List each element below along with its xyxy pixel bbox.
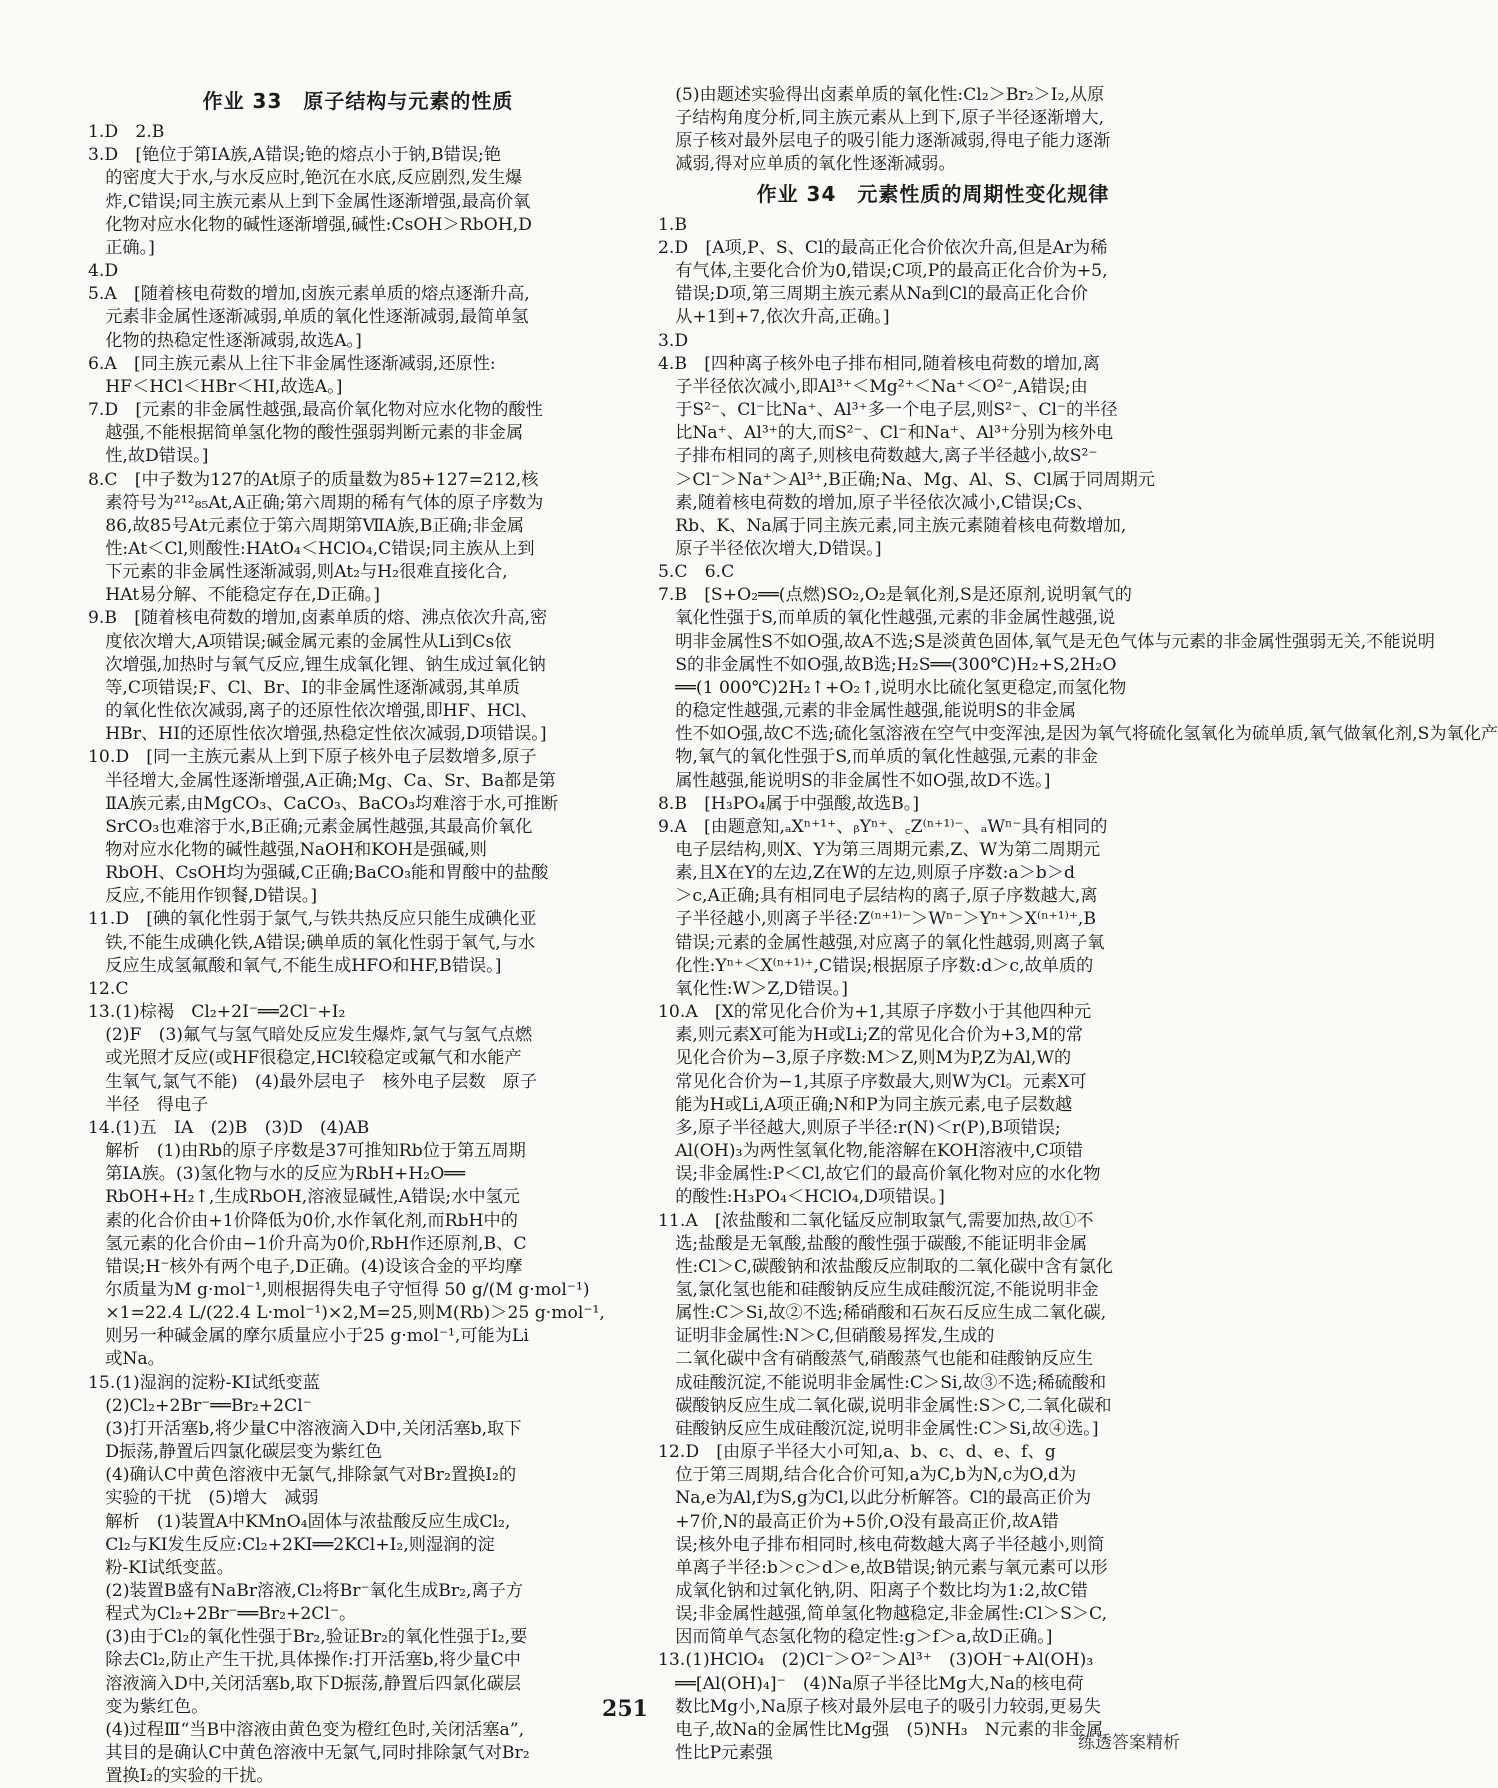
answer-line: 第ⅠA族。(3)氢化物与水的反应为RbH+H₂O══ [88, 1164, 465, 1185]
answer-line: Na,e为Al,f为S,g为Cl,以此分析解答。Cl的最高正价为 [658, 1488, 1092, 1509]
answer-line: 化物对应水化物的碱性逐渐增强,碱性:CsOH＞RbOH,D [88, 214, 532, 235]
answer-line: 则另一种碱金属的摩尔质量应小于25 g·mol⁻¹,可能为Li [88, 1326, 529, 1347]
answer-line: 性不如O强,故C不选;硫化氢溶液在空气中变浑浊,是因为氧气将硫化氢氧化为硫单质,氧气做氧化剂,S为氧化产 [658, 724, 1498, 745]
answer-line: (2)Cl₂+2Br⁻══Br₂+2Cl⁻ [88, 1395, 312, 1416]
answer-line: (2)F (3)氟气与氢气暗处反应发生爆炸,氯气与氢气点燃 [88, 1025, 533, 1046]
answer-line: HAt易分解、不能稳定存在,D正确。] [88, 585, 380, 606]
answer-line: 反应生成氢氟酸和氧气,不能生成HFO和HF,B错误。] [88, 955, 502, 976]
answer-line: 14.(1)五 ⅠA (2)B (3)D (4)AB [88, 1117, 370, 1138]
answer-line: 或Na。 [88, 1349, 165, 1370]
answer-line: 3.D [铯位于第ⅠA族,A错误;铯的熔点小于钠,B错误;铯 [88, 145, 502, 166]
answer-line: 次增强,加热时与氧气反应,锂生成氧化锂、钠生成过氧化钠 [88, 654, 546, 675]
answer-line: ══[Al(OH)₄]⁻ (4)Na原子半径比Mg大,Na的核电荷 [658, 1673, 1084, 1694]
answer-line: 明非金属性S不如O强,故A不选;S是淡黄色固体,氧气是无色气体与元素的非金属性强弱无关,不能说明 [658, 631, 1435, 652]
answer-line: 选;盐酸是无氧酸,盐酸的酸性强于碳酸,不能证明非金属 [658, 1233, 1088, 1254]
answer-line: 能为H或Li,A项正确;N和P为同主族元素,电子层数越 [658, 1094, 1073, 1115]
answer-line: 12.D [由原子半径大小可知,a、b、c、d、e、f、g [658, 1442, 1056, 1463]
answer-line: 炸,C错误;同主族元素从上到下金属性逐渐增强,最高价氧 [88, 191, 531, 212]
left-column [88, 84, 628, 1788]
answer-line: ＞Cl⁻＞Na⁺＞Al³⁺,B正确;Na、Mg、Al、S、Cl属于同周期元 [658, 469, 1156, 490]
answer-line: 5.C 6.C [658, 562, 735, 583]
answer-line: 子半径依次减小,即Al³⁺＜Mg²⁺＜Na⁺＜O²⁻,A错误;由 [658, 376, 1088, 397]
answer-line: 3.D [658, 330, 689, 351]
answer-line: 4.B [四种离子核外电子排布相同,随着核电荷数的增加,离 [658, 353, 1100, 374]
answer-line: 7.D [元素的非金属性越强,最高价氧化物对应水化物的酸性 [88, 400, 543, 421]
answer-line: RbOH+H₂↑,生成RbOH,溶液显碱性,A错误;水中氢元 [88, 1187, 520, 1208]
answer-line: 的稳定性越强,元素的非金属性越强,能说明S的非金属 [658, 701, 1077, 722]
answer-line: 氧化性:W＞Z,D错误。] [658, 978, 848, 999]
answer-line: 1.D 2.B [88, 122, 165, 143]
answer-line: 证明非金属性:N＞C,但硝酸易挥发,生成的 [658, 1326, 995, 1347]
section-title-34: 作业 34 元素性质的周期性变化规律 [756, 181, 1110, 206]
answer-line: 从+1到+7,依次升高,正确。] [658, 307, 890, 328]
answer-line: 的酸性:H₃PO₄＜HClO₄,D项错误。] [658, 1187, 945, 1208]
answer-line: 原子核对最外层电子的吸引能力逐渐减弱,得电子能力逐渐 [658, 131, 1111, 152]
answer-line: ×1=22.4 L/(22.4 L·mol⁻¹)×2,M=25,则M(Rb)＞25 g·mol⁻¹, [88, 1303, 605, 1324]
footer-label: 练透答案精析 [1078, 1733, 1180, 1753]
answer-line: 变为紫红色。 [88, 1696, 209, 1717]
answer-line: 错误;D项,第三周期主族元素从Na到Cl的最高正化合价 [658, 284, 1088, 305]
answer-line: 除去Cl₂,防止产生干扰,具体操作:打开活塞b,将少量C中 [88, 1650, 521, 1671]
answer-line: 或光照才反应(或HF很稳定,HCl较稳定或氟气和水能产 [88, 1048, 522, 1069]
answer-line: 减弱,得对应单质的氧化性逐渐减弱。 [658, 154, 956, 175]
answer-line: 数比Mg小,Na原子核对最外层电子的吸引力较弱,更易失 [658, 1696, 1101, 1717]
answer-line: 2.D [A项,P、S、Cl的最高正化合价依次升高,但是Ar为稀 [658, 237, 1108, 258]
answer-line: 11.A [浓盐酸和二氧化锰反应制取氯气,需要加热,故①不 [658, 1210, 1094, 1231]
answer-line: 11.D [碘的氧化性弱于氯气,与铁共热反应只能生成碘化亚 [88, 909, 537, 930]
answer-line: 单离子半径:b＞c＞d＞e,故B错误;钠元素与氧元素可以形 [658, 1557, 1108, 1578]
answer-line: 下元素的非金属性逐渐减弱,则At₂与H₂很难直接化合, [88, 562, 508, 583]
answer-line: 素符号为²¹²₈₅At,A正确;第六周期的稀有气体的原子序数为 [88, 492, 544, 513]
answer-line: HBr、HI的还原性依次增强,热稳定性依次减弱,D项错误。] [88, 724, 547, 745]
answer-line: 氧化性强于S,而单质的氧化性越强,元素的非金属性越强,说 [658, 608, 1116, 629]
answer-line: 性比P元素强 [658, 1743, 773, 1764]
answer-line: 等,C项错误;F、Cl、Br、I的非金属性逐渐减弱,其单质 [88, 677, 520, 698]
answer-line: 13.(1)棕褐 Cl₂+2I⁻══2Cl⁻+I₂ [88, 1002, 346, 1023]
answer-line: S的非金属性不如O强,故B选;H₂S══(300℃)H₂+S,2H₂O [658, 654, 1117, 675]
answer-line: +7价,N的最高正价为+5价,O没有最高正价,故A错 [658, 1511, 1059, 1532]
answer-line: 位于第三周期,结合化合价可知,a为C,b为N,c为O,d为 [658, 1465, 1077, 1486]
answer-line: 8.C [中子数为127的At原子的质量数为85+127=212,核 [88, 469, 539, 490]
answer-line: 误;核外电子排布相同时,核电荷数越大离子半径越小,则简 [658, 1534, 1105, 1555]
answer-line: 属性越强,能说明S的非金属性不如O强,故D不选。] [658, 770, 1051, 791]
right-answer-lines [658, 214, 1498, 1765]
answer-line: 性:Cl＞C,碳酸钠和浓盐酸反应制取的二氧化碳中含有氯化 [658, 1256, 1113, 1277]
answer-line: ＞c,A正确;具有相同电子层结构的离子,原子序数越大,离 [658, 886, 1098, 907]
section-title-33: 作业 33 原子结构与元素的性质 [202, 89, 514, 113]
answer-line: 的密度大于水,与水反应时,铯沉在水底,反应剧烈,发生爆 [88, 168, 523, 189]
answer-line: (4)过程Ⅲ“当B中溶液由黄色变为橙红色时,关闭活塞a”, [88, 1719, 525, 1740]
answer-line: 成氧化钠和过氧化钠,阴、阳离子个数比均为1:2,故C错 [658, 1581, 1088, 1601]
answer-line: 错误;H⁻核外有两个电子,D正确。(4)设该合金的平均摩 [88, 1256, 523, 1277]
answer-line: 7.B [S+O₂══(点燃)SO₂,O₂是氧化剂,S是还原剂,说明氧气的 [658, 585, 1132, 606]
answer-line: 尔质量为M g·mol⁻¹,则根据得失电子守恒得 50 g/(M g·mol⁻¹) [88, 1279, 590, 1300]
answer-line: 反应,不能用作钡餐,D错误。] [88, 886, 318, 907]
answer-line: 子结构角度分析,同主族元素从上到下,原子半径逐渐增大, [658, 108, 1105, 129]
answer-line: 12.C [88, 978, 129, 999]
answer-line: 实验的干扰 (5)增大 减弱 [88, 1488, 319, 1509]
answer-line: 因而简单气态氢化物的稳定性:g＞f＞a,故D正确。] [658, 1627, 1053, 1648]
right-column [658, 84, 1498, 1765]
answer-line: 物,氧气的氧化性强于S,而单质的氧化性越强,元素的非金 [658, 747, 1099, 768]
answer-line: 半径增大,金属性逐渐增强,A正确;Mg、Ca、Sr、Ba都是第 [88, 770, 556, 791]
answer-line: 于S²⁻、Cl⁻比Na⁺、Al³⁺多一个电子层,则S²⁻、Cl⁻的半径 [658, 400, 1118, 421]
answer-line: 解析 (1)装置A中KMnO₄固体与浓盐酸反应生成Cl₂, [88, 1511, 511, 1532]
answer-line: 6.A [同主族元素从上往下非金属性逐渐减弱,还原性: [88, 353, 496, 374]
answer-line: 化性:Yⁿ⁺＜X⁽ⁿ⁺¹⁾⁺,C错误;根据原子序数:d＞c,故单质的 [658, 955, 1094, 976]
answer-line: 8.B [H₃PO₄属于中强酸,故选B。] [658, 793, 920, 814]
answer-line: 错误;元素的金属性越强,对应离子的氧化性越弱,则离子氧 [658, 932, 1105, 953]
answer-line: 越强,不能根据简单氢化物的酸性强弱判断元素的非金属 [88, 423, 524, 444]
answer-line: 素,且X在Y的左边,Z在W的左边,则原子序数:a＞b＞d [658, 863, 1075, 884]
answer-line: 生氧气,氯气不能) (4)最外层电子 核外电子层数 原子 [88, 1071, 538, 1092]
answer-line: 置换I₂的实验的干扰。 [88, 1766, 274, 1787]
answer-line: 其目的是确认C中黄色溶液中无氯气,同时排除氯气对Br₂ [88, 1743, 530, 1764]
left-answer-lines [88, 121, 628, 1788]
answer-line: 4.D [88, 261, 119, 282]
answer-line: ⅡA族元素,由MgCO₃、CaCO₃、BaCO₃均难溶于水,可推断 [88, 793, 559, 814]
answer-line: 性,故D错误。] [88, 446, 209, 467]
answer-line: (3)打开活塞b,将少量C中溶液滴入D中,关闭活塞b,取下 [88, 1418, 522, 1439]
answer-line: 的氧化性依次减弱,离子的还原性依次增强,即HF、HCl、 [88, 701, 538, 722]
answer-line: RbOH、CsOH均为强碱,C正确;BaCO₃能和胃酸中的盐酸 [88, 863, 549, 884]
answer-line: 电子层结构,则X、Y为第三周期元素,Z、W为第二周期元 [658, 840, 1101, 860]
answer-line: 碳酸钠反应生成二氧化碳,说明非金属性:S＞C,二氧化碳和 [658, 1395, 1112, 1416]
answer-line: 二氧化碳中含有硝酸蒸气,硝酸蒸气也能和硅酸钠反应生 [658, 1349, 1094, 1370]
answer-line: 9.B [随着核电荷数的增加,卤素单质的熔、沸点依次升高,密 [88, 608, 548, 629]
answer-line: 误;非金属性越强,简单氢化物越稳定,非金属性:Cl＞S＞C, [658, 1604, 1108, 1625]
answer-line: 原子半径依次增大,D错误。] [658, 538, 882, 559]
answer-line: 电子,故Na的金属性比Mg强 (5)NH₃ N元素的非金属 [658, 1719, 1104, 1740]
answer-line: SrCO₃也难溶于水,B正确;元素金属性越强,其最高价氧化 [88, 816, 533, 837]
answer-line: 物对应水化物的碱性越强,NaOH和KOH是强碱,则 [88, 840, 487, 860]
answer-line: 化物的热稳定性逐渐减弱,故选A。] [88, 330, 362, 351]
answer-line: Rb、K、Na属于同主族元素,同主族元素随着核电荷数增加, [658, 515, 1127, 536]
answer-line: 常见化合价为−1,其原子序数最大,则W为Cl。元素X可 [658, 1071, 1087, 1092]
answer-line: 误;非金属性:P＜Cl,故它们的最高价氧化物对应的水化物 [658, 1164, 1101, 1185]
answer-line: ══(1 000℃)2H₂↑+O₂↑,说明水比硫化氢更稳定,而氢化物 [658, 677, 1127, 698]
answer-line: Al(OH)₃为两性氢氧化物,能溶解在KOH溶液中,C项错 [658, 1141, 1084, 1162]
answer-line: 氢,氯化氢也能和硅酸钠反应生成硅酸沉淀,不能说明非金 [658, 1279, 1099, 1300]
answer-line: 子排布相同的离子,则核电荷数越大,离子半径越小,故S²⁻ [658, 446, 1098, 467]
right-intro-lines [658, 84, 1208, 177]
answer-line: 溶液滴入D中,关闭活塞b,取下D振荡,静置后四氯化碳层 [88, 1673, 522, 1694]
answer-line: 多,原子半径越大,则原子半径:r(N)＜r(P),B项错误; [658, 1117, 1061, 1138]
answer-line: 硅酸钠反应生成硅酸沉淀,说明非金属性:C＞Si,故④选。] [658, 1418, 1099, 1439]
answer-line: 9.A [由题意知,ₐXⁿ⁺¹⁺、ᵦYⁿ⁺、꜀Z⁽ⁿ⁺¹⁾⁻、ₐWⁿ⁻具有相同的 [658, 816, 1108, 837]
answer-line: D振荡,静置后四氯化碳层变为紫红色 [88, 1442, 383, 1463]
answer-line: 5.A [随着核电荷数的增加,卤族元素单质的熔点逐渐升高, [88, 284, 530, 305]
answer-line: (3)由于Cl₂的氧化性强于Br₂,验证Br₂的氧化性强于I₂,要 [88, 1627, 528, 1648]
answer-line: (2)装置B盛有NaBr溶液,Cl₂将Br⁻氧化生成Br₂,离子方 [88, 1581, 524, 1601]
answer-line: 程式为Cl₂+2Br⁻══Br₂+2Cl⁻。 [88, 1604, 357, 1625]
answer-line: 1.B [658, 214, 688, 235]
answer-line: 10.A [X的常见化合价为+1,其原子序数小于其他四种元 [658, 1002, 1092, 1023]
answer-line: 解析 (1)由Rb的原子序数是37可推知Rb位于第五周期 [88, 1141, 526, 1162]
answer-line: 子半径越小,则离子半径:Z⁽ⁿ⁺¹⁾⁻＞Wⁿ⁻＞Yⁿ⁺＞X⁽ⁿ⁺¹⁾⁺,B [658, 909, 1097, 930]
answer-line: 比Na⁺、Al³⁺的大,而S²⁻、Cl⁻和Na⁺、Al³⁺分别为核外电 [658, 423, 1114, 444]
answer-line: 氢元素的化合价由−1价升高为0价,RbH作还原剂,B、C [88, 1233, 527, 1254]
page-number: 251 [602, 1696, 648, 1722]
answer-line: 粉-KI试纸变蓝。 [88, 1557, 234, 1578]
answer-line: 10.D [同一主族元素从上到下原子核外电子层数增多,原子 [88, 747, 537, 768]
answer-line: 度依次增大,A项错误;碱金属元素的金属性从Li到Cs依 [88, 631, 512, 652]
answer-line: 15.(1)湿润的淀粉-KI试纸变蓝 [88, 1372, 320, 1393]
answer-line: 正确。] [88, 237, 155, 258]
answer-line: 13.(1)HClO₄ (2)Cl⁻＞O²⁻＞Al³⁺ (3)OH⁻+Al(OH)₃ [658, 1650, 1094, 1671]
answer-line: 86,故85号At元素位于第六周期第ⅦA族,B正确;非金属 [88, 515, 525, 536]
answer-line: 属性:C＞Si,故②不选;稀硝酸和石灰石反应生成二氧化碳, [658, 1303, 1107, 1324]
answer-line: (5)由题述实验得出卤素单质的氧化性:Cl₂＞Br₂＞I₂,从原 [658, 85, 1105, 105]
answer-line: 性:At＜Cl,则酸性:HAtO₄＜HClO₄,C错误;同主族从上到 [88, 538, 535, 559]
answer-line: 素,则元素X可能为H或Li;Z的常见化合价为+3,M的常 [658, 1025, 1084, 1046]
answer-line: 见化合价为−3,原子序数:M＞Z,则M为P,Z为Al,W的 [658, 1048, 1072, 1069]
answer-line: 元素非金属性逐渐减弱,单质的氧化性逐渐减弱,最简单氢 [88, 307, 529, 328]
answer-line: Cl₂与KI发生反应:Cl₂+2KI══2KCl+I₂,则湿润的淀 [88, 1534, 495, 1555]
answer-line: 有气体,主要化合价为0,错误;C项,P的最高正化合价为+5, [658, 261, 1108, 282]
answer-line: (4)确认C中黄色溶液中无氯气,排除氯气对Br₂置换I₂的 [88, 1465, 517, 1486]
answer-line: 素,随着核电荷数的增加,原子半径依次减小,C错误;Cs、 [658, 492, 1094, 513]
answer-line: 素的化合价由+1价降低为0价,水作氧化剂,而RbH中的 [88, 1210, 518, 1231]
answer-line: 铁,不能生成碘化铁,A错误;碘单质的氧化性弱于氧气,与水 [88, 932, 536, 953]
answer-line: HF＜HCl＜HBr＜HI,故选A。] [88, 376, 343, 397]
answer-line: 半径 得电子 [88, 1094, 209, 1115]
answer-line: 成硅酸沉淀,不能说明非金属性:C＞Si,故③不选;稀硫酸和 [658, 1372, 1107, 1393]
